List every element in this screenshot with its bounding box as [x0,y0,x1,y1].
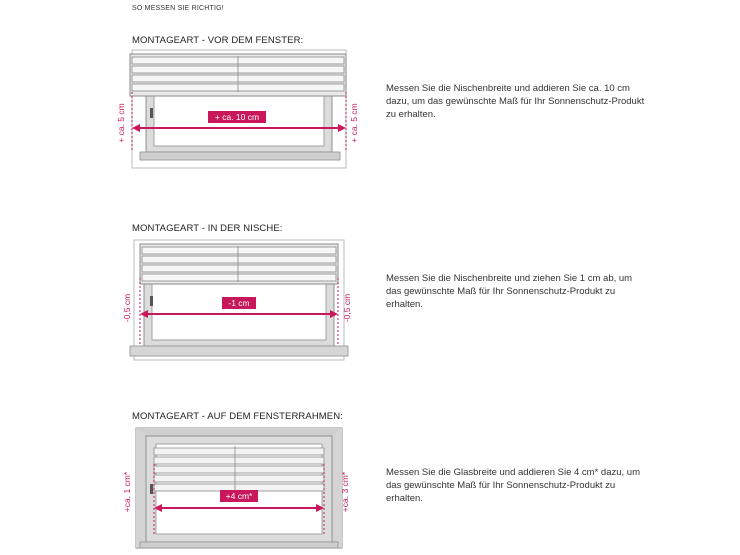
description-auf-dem-fensterrahmen: Messen Sie die Glasbreite und addieren Sie 4 cm* dazu, um das gewünschte Maß für Ihr Sonnenschutz-Produkt zu erhalten. [386,467,640,504]
right-offset-label: -0,5 cm [342,293,352,323]
section-title-in-der-nische: MONTAGEART - IN DER NISCHE: [132,223,283,234]
page-header: SO MESSEN SIE RICHTIG! [132,5,224,12]
right-offset-label: + ca. 5 cm [349,103,359,143]
width-label: +4 cm* [225,491,253,501]
left-offset-label: +ca. 1 cm* [122,471,132,513]
diagram-auf-dem-fensterrahmen [110,424,370,554]
section-title-vor-dem-fenster: MONTAGEART - VOR DEM FENSTER: [132,35,304,46]
section-title-auf-dem-fensterrahmen: MONTAGEART - AUF DEM FENSTERRAHMEN: [132,411,343,422]
left-offset-label: -0,5 cm [122,293,132,323]
right-offset-label: +ca. 3 cm* [340,471,350,513]
diagram-in-der-nische [110,238,370,368]
left-offset-label: + ca. 5 cm [116,103,126,143]
width-label: + ca. 10 cm [214,112,260,122]
description-in-der-nische: Messen Sie die Nischenbreite und ziehen Sie 1 cm ab, um das gewünschte Maß für Ihr Sonnenschutz-Produkt zu erhalten. [386,273,633,310]
width-label: -1 cm [228,298,250,308]
diagram-vor-dem-fenster [110,48,370,178]
description-vor-dem-fenster: Messen Sie die Nischenbreite und addieren Sie ca. 10 cm dazu, um das gewünschte Maß für Ihr Sonnenschutz-Produkt zu erhalten. [386,83,645,120]
